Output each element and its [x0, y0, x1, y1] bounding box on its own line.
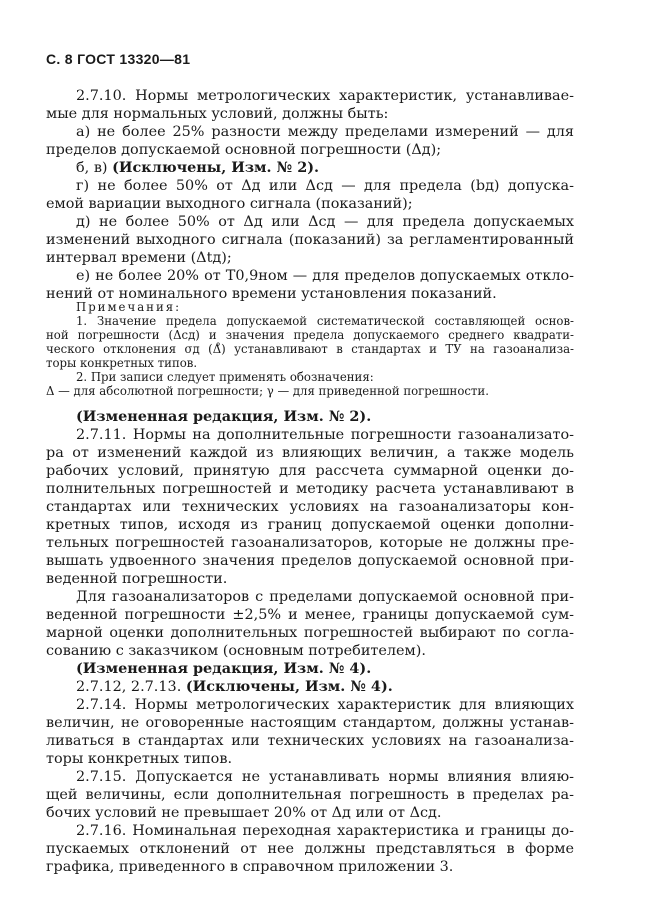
main2-line: Для газоанализаторов с пределами допускаемой основной при- — [76, 589, 574, 605]
main1-line: изменений выходного сигнала (показаний) за регламентированный — [46, 232, 574, 248]
main1-line: интервал времени (Δtд); — [46, 250, 232, 266]
main1-line: 2.7.10. Нормы метрологических характеристик, устанавливае- — [76, 88, 574, 104]
notes-line: 1. Значение предела допускаемой систематической составляющей основ- — [76, 314, 574, 328]
main1-line: е) не более 20% от T0,9ном — для пределов допускаемых откло- — [76, 268, 574, 284]
main2-line: величин, не оговоренные настоящим стандартом, должны устанав- — [46, 715, 574, 731]
main2-line: полнительных погрешностей и методику расчета устанавливают в — [46, 481, 574, 497]
main2-line: (Измененная редакция, Изм. № 4). — [76, 660, 372, 677]
main2-line: сованию с заказчиком (основным потребителем). — [46, 643, 426, 659]
page-header: С. 8 ГОСТ 13320—81 — [46, 51, 191, 67]
notes-line: 2. При записи следует применять обозначения: — [76, 370, 374, 384]
main1-line: нений от номинального времени установления показаний. — [46, 286, 497, 302]
main2-line: кретных типов, исходя из границ допускаемой оценки дополни- — [46, 517, 574, 533]
main2-line: графика, приведенного в справочном приложении 3. — [46, 859, 454, 875]
main2-line: ливаться в стандартах или технических условиях на газоанализа- — [46, 733, 574, 749]
main2-line: рабочих условий, принятую для рассчета суммарной оценки до- — [46, 463, 574, 479]
main2-line: (Измененная редакция, Изм. № 2). — [76, 408, 372, 425]
main2-line: бочих условий не превышает 20% от Δд или от Δсд. — [46, 805, 442, 821]
main2-line: веденной погрешности. — [46, 571, 228, 587]
main1-line: емой вариации выходного сигнала (показаний); — [46, 196, 413, 212]
section-2-7-11-to-2-7-16 — [46, 408, 574, 876]
main1-line — [46, 159, 574, 177]
main1-line: а) не более 25% разности между пределами измерений — для — [76, 124, 574, 140]
main2-line: 2.7.14. Нормы метрологических характеристик для влияющих — [76, 697, 574, 713]
main1-line: г) не более 50% от Δд или Δсд — для предела (bд) допуска- — [76, 178, 574, 194]
notes-line: Δ — для абсолютной погрешности; γ — для приведенной погрешности. — [46, 384, 489, 398]
main2-line: торы конкретных типов. — [46, 751, 233, 767]
main2-line: тельных погрешностей газоанализаторов, которые не должны пре- — [46, 535, 574, 551]
amendment-reference: (Исключены, Изм. № 2). — [112, 159, 320, 176]
main2-line: вышать удвоенного значения пределов допускаемой основной при- — [46, 553, 574, 569]
main2-line: 2.7.15. Допускается не устанавливать нормы влияния влияю- — [76, 769, 574, 785]
notes-line: Примечания: — [76, 300, 182, 314]
line-text: б, в) — [76, 160, 113, 176]
notes-section — [46, 300, 574, 398]
main2-line: щей величины, если дополнительная погрешность в пределах ра- — [46, 787, 574, 803]
notes-line: торы конкретных типов. — [46, 356, 198, 370]
main2-line: ра от изменений каждой из влияющих величин, а также модель — [46, 445, 574, 461]
main1-line: д) не более 50% от Δд или Δсд — для предела допускаемых — [76, 214, 574, 230]
notes-line: ческого отклонения σд (Δ̊) устанавливают в стандартах и ТУ на газоанализа- — [46, 342, 574, 356]
main2-line: 2.7.11. Нормы на дополнительные погрешности газоанализато- — [76, 427, 574, 443]
main2-line: веденной погрешности ±2,5% и менее, границы допускаемой сум- — [46, 607, 574, 623]
main2-line — [46, 678, 574, 696]
main1-line: мые для нормальных условий, должны быть: — [46, 106, 389, 122]
main2-line: марной оценки дополнительных погрешностей выбирают по согла- — [46, 625, 574, 641]
line-text: 2.7.12, 2.7.13. — [76, 679, 186, 695]
section-2-7-10 — [46, 87, 574, 303]
amendment-reference: (Исключены, Изм. № 4). — [185, 678, 393, 695]
main1-line: пределов допускаемой основной погрешности (Δд); — [46, 142, 442, 158]
notes-line: ной погрешности (Δсд) и значения предела допускаемого среднего квадрати- — [46, 328, 574, 342]
main2-line: пускаемых отклонений от нее должны представляться в форме — [46, 841, 574, 857]
main2-line: стандартах или технических условиях на газоанализаторы кон- — [46, 499, 574, 515]
main2-line: 2.7.16. Номинальная переходная характеристика и границы до- — [76, 823, 574, 839]
